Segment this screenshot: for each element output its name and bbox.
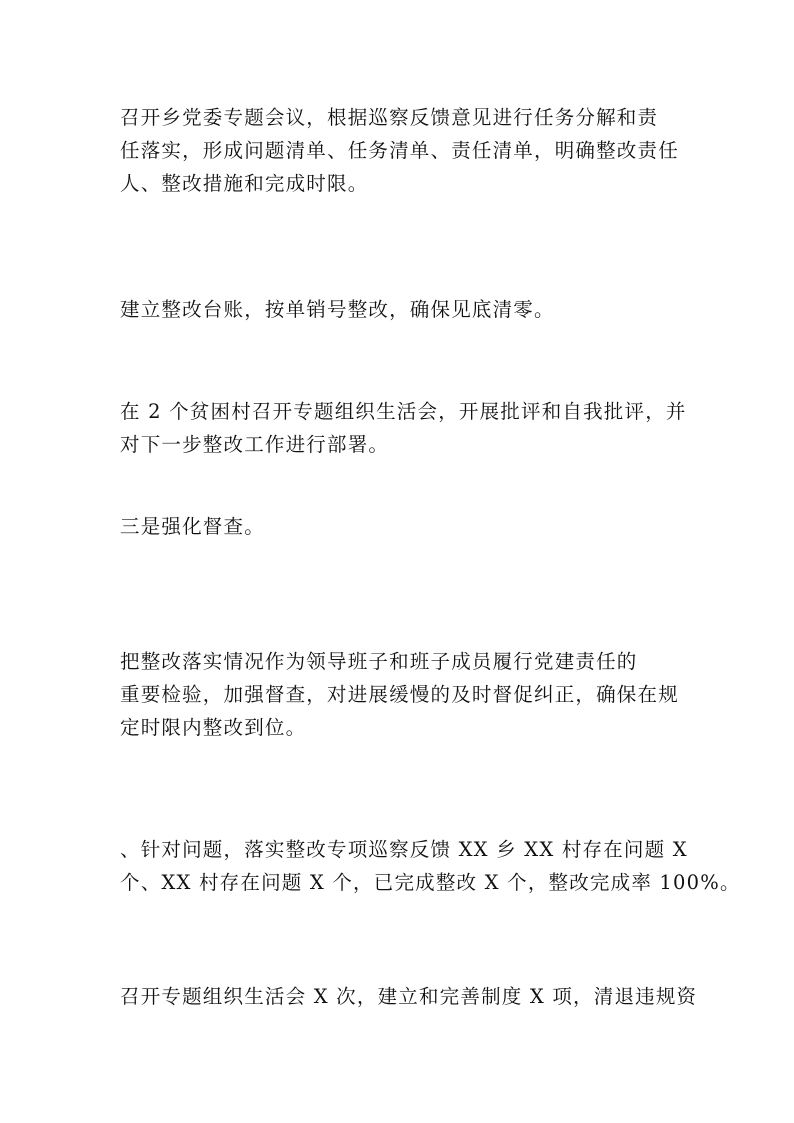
paragraph-line: 定时限内整改到位。 xyxy=(120,716,307,739)
paragraph-line: 对下一步整改工作进行部署。 xyxy=(120,433,390,456)
paragraph-line: 召开乡党委专题会议，根据巡察反馈意见进行任务分解和责 xyxy=(120,106,659,129)
paragraph-ledger xyxy=(120,293,680,326)
paragraph-line: 重要检验，加强督查，对进展缓慢的及时督促纠正，确保在规 xyxy=(120,683,679,706)
paragraph-rectification-stats xyxy=(120,833,741,899)
paragraph-line: 任落实，形成问题清单、任务清单、责任清单，明确整改责任 xyxy=(120,139,679,162)
paragraph-line: 三是强化督查。 xyxy=(120,515,265,538)
paragraph-line: 召开专题组织生活会 X 次，建立和完善制度 X 项，清退违规资 xyxy=(120,985,698,1008)
paragraph-line: 建立整改台账，按单销号整改，确保见底清零。 xyxy=(120,298,555,321)
paragraph-line: 人、整改措施和完成时限。 xyxy=(120,172,369,195)
paragraph-meeting xyxy=(120,101,680,200)
paragraph-village-meeting xyxy=(120,395,687,461)
paragraph-line: 个、XX 村存在问题 X 个，已完成整改 X 个，整改完成率 100%。 xyxy=(120,871,741,894)
paragraph-line: 、针对问题，落实整改专项巡察反馈 XX 乡 XX 村存在问题 X xyxy=(120,838,688,861)
paragraph-line: 在 2 个贫困村召开专题组织生活会，开展批评和自我批评，并 xyxy=(120,400,687,423)
paragraph-heading-supervision xyxy=(120,510,680,543)
paragraph-supervision xyxy=(120,645,680,744)
paragraph-meeting-count xyxy=(120,980,698,1013)
paragraph-line: 把整改落实情况作为领导班子和班子成员履行党建责任的 xyxy=(120,650,638,673)
